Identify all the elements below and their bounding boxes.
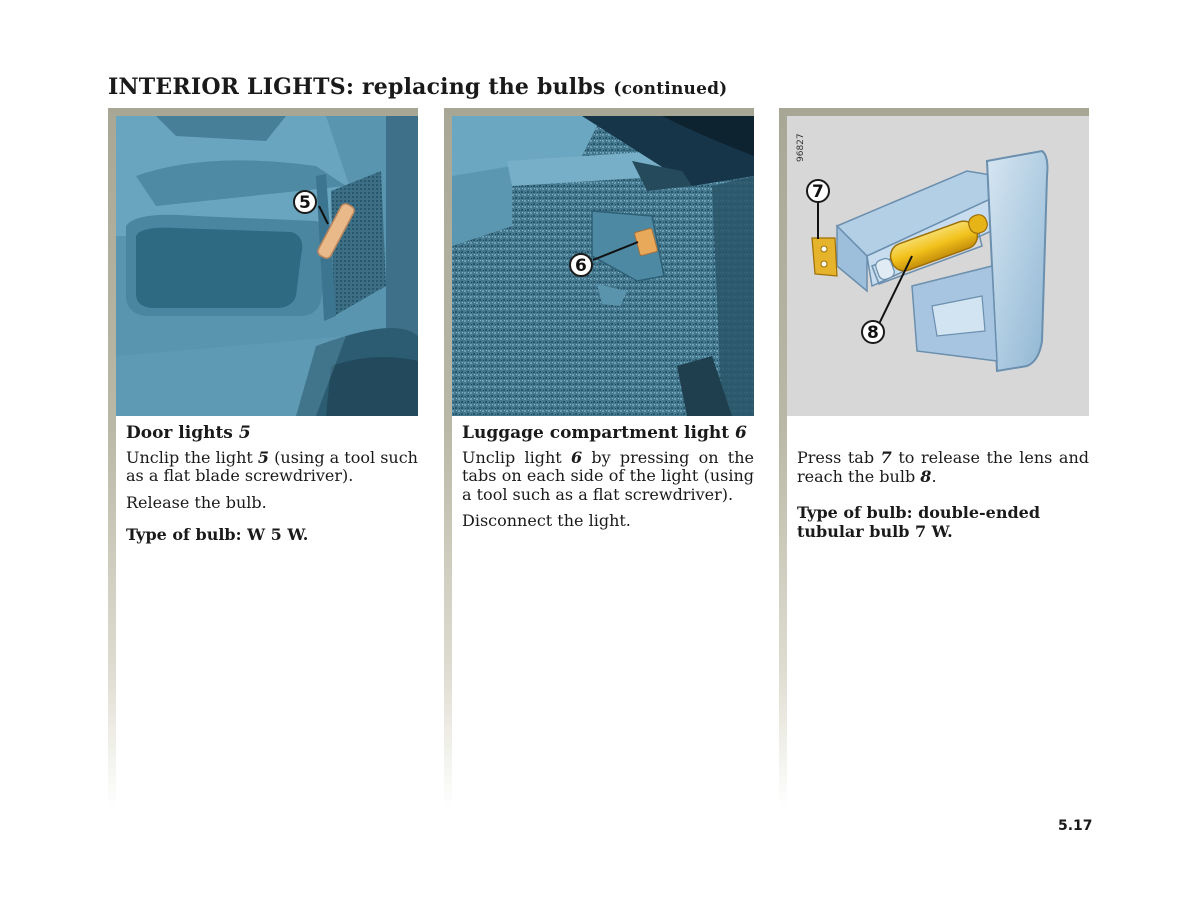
- door-lights-heading: Door lights 5: [126, 423, 251, 443]
- svg-text:8: 8: [867, 323, 879, 343]
- luggage-light-photo: [452, 116, 754, 416]
- luggage-light-step-1: Unclip light 6 by pressing on the tabs on each side of the light (using a tool such as a flat screwdriver).: [462, 447, 754, 504]
- door-light-photo: [116, 116, 418, 416]
- door-lights-step-1: Unclip the light 5 (using a tool such as a flat blade screwdriver).: [126, 447, 418, 485]
- luggage-light-text: [462, 424, 754, 539]
- page-title-continued: (continued): [613, 79, 728, 99]
- column-luggage-light: [444, 108, 754, 808]
- door-lights-bulb-type: Type of bulb: W 5 W.: [126, 525, 309, 544]
- page-title: [108, 74, 727, 100]
- luggage-light-heading: Luggage compartment light 6: [462, 423, 747, 443]
- column-side-rule: [108, 108, 116, 808]
- column-side-rule: [779, 108, 787, 808]
- column-top-rule: [779, 108, 1089, 116]
- page-number: 5.17: [1058, 818, 1093, 834]
- column-side-rule: [444, 108, 452, 808]
- column-top-rule: [108, 108, 418, 116]
- bulb-illustration: [787, 116, 1089, 416]
- column-bulb-illustration: [779, 108, 1089, 808]
- door-lights-step-2: Release the bulb.: [126, 492, 267, 512]
- svg-text:6: 6: [575, 256, 587, 276]
- column-door-lights: [108, 108, 418, 808]
- figure-reference: 96827: [796, 133, 806, 162]
- door-lights-text: [126, 424, 418, 553]
- page-title-main: INTERIOR LIGHTS: replacing the bulbs: [108, 74, 606, 100]
- bulb-illustration-text: [797, 449, 1089, 549]
- svg-text:7: 7: [812, 182, 824, 202]
- column-top-rule: [444, 108, 754, 116]
- tubular-bulb-type: Type of bulb: double-ended tubular bulb 7 W.: [797, 503, 1041, 541]
- svg-text:5: 5: [299, 193, 311, 213]
- lens-release-step: Press tab 7 to release the lens and reach the bulb 8.: [797, 448, 1090, 486]
- luggage-light-step-2: Disconnect the light.: [462, 511, 631, 530]
